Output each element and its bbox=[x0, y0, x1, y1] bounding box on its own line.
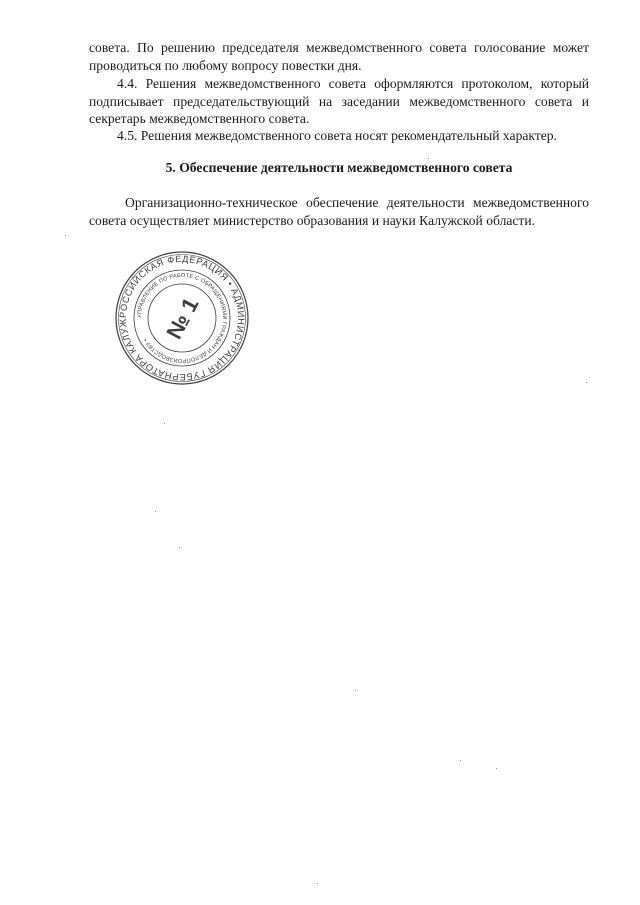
paragraph-4-5: 4.5. Решения межведомственного совета носят рекомендательный характер. bbox=[117, 128, 557, 143]
scan-speck bbox=[460, 760, 461, 761]
seal-outer-text: РОССИЙСКАЯ ФЕДЕРАЦИЯ • АДМИНИСТРАЦИЯ ГУБЕРНАТОРА КАЛУЖ bbox=[117, 253, 247, 383]
scan-speck bbox=[155, 511, 156, 512]
seal-number: № 1 bbox=[161, 293, 204, 344]
paragraph-section-5: Организационно-техническое обеспечение деятельности межведомственного совета осуществляет министерство образования и науки Калужской области. bbox=[89, 195, 589, 228]
scan-speck bbox=[586, 382, 587, 383]
scan-speck bbox=[65, 235, 66, 236]
section-5-heading: 5. Обеспечение деятельности межведомственного совета bbox=[165, 160, 513, 175]
scan-speck bbox=[355, 690, 356, 691]
seal-graphic bbox=[112, 248, 252, 388]
scan-speck bbox=[496, 768, 497, 769]
paragraph-voting: совета. По решению председателя межведомственного совета голосование может проводиться по любому вопросу повестки дня. bbox=[89, 40, 589, 73]
scan-speck bbox=[428, 158, 429, 159]
scan-speck bbox=[317, 883, 318, 884]
seal-inner-text: УПРАВЛЕНИЕ ПО РАБОТЕ С ОБРАЩЕНИЯМИ ГРАЖДАН И ДЕЛОПРОИЗВОДСТВУ • bbox=[136, 272, 228, 364]
official-seal bbox=[112, 248, 252, 388]
scan-speck bbox=[179, 547, 180, 548]
paragraph-4-4: 4.4. Решения межведомственного совета оформляются протоколом, который подписывает председательствующий на заседании межведомственного совета и секретарь межведомственного совета. bbox=[89, 76, 589, 126]
scan-speck bbox=[164, 423, 165, 424]
